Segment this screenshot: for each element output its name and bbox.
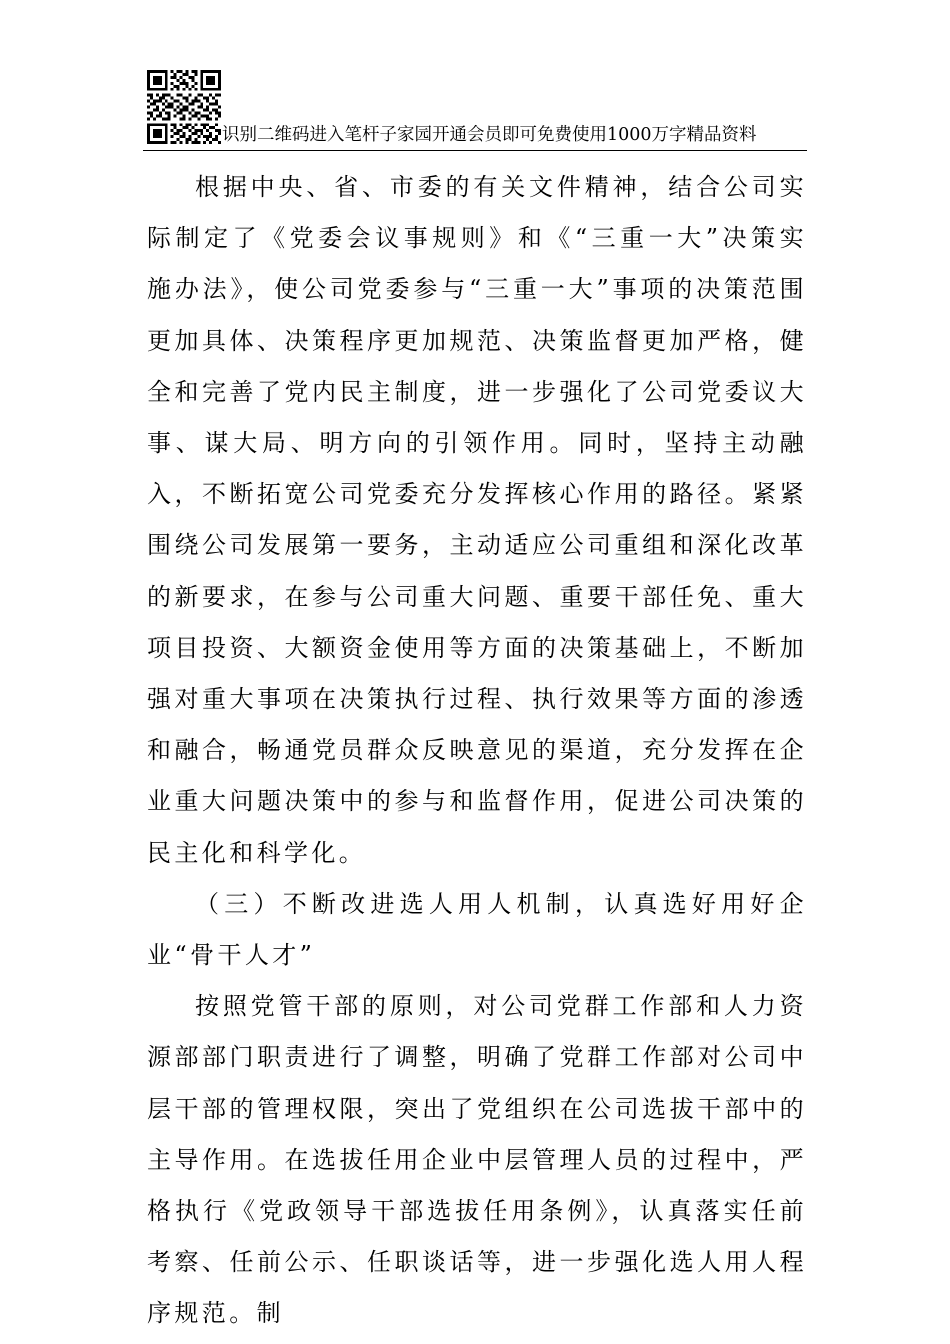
header-promo-text: 识别二维码进入笔杆子家园开通会员即可免费使用1000万字精品资料: [222, 125, 757, 145]
qr-code-icon: [147, 70, 221, 144]
paragraph-decision-rules: 根据中央、省、市委的有关文件精神，结合公司实际制定了《党委会议事规则》和《“三重一大”决策实施办法》，使公司党委参与“三重一大”事项的决策范围更加具体、决策程序更加规范、决策监督更加严格，健全和完善了党内民主制度，进一步强化了公司党委议大事、谋大局、明方向的引领作用。同时，坚持主动融入，不断拓宽公司党委充分发挥核心作用的路径。紧紧围绕公司发展第一要务，主动适应公司重组和深化改革的新要求，在参与公司重大问题、重要干部任免、重大项目投资、大额资金使用等方面的决策基础上，不断加强对重大事项在决策执行过程、执行效果等方面的渗透和融合，畅通党员群众反映意见的渠道，充分发挥在企业重大问题决策中的参与和监督作用，促进公司决策的民主化和科学化。: [147, 173, 807, 867]
paragraph-cadre-management: 按照党管干部的原则，对公司党群工作部和人力资源部部门职责进行了调整，明确了党群工作部对公司中层干部的管理权限，突出了党组织在公司选拔干部中的主导作用。在选拔任用企业中层管理人员的过程中，严格执行《党政领导干部选拔任用条例》，认真落实任前考察、任前公示、任职谈话等，进一步强化选人用人程序规范。制: [147, 992, 807, 1328]
header-divider: [143, 150, 807, 151]
section-heading-3: （三）不断改进选人用人机制，认真选好用好企业“骨干人才”: [147, 889, 807, 970]
document-body: [147, 162, 807, 1340]
